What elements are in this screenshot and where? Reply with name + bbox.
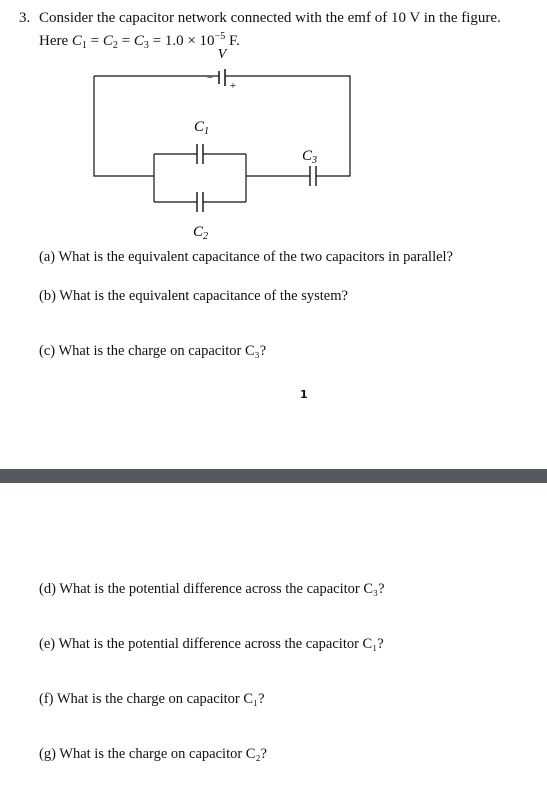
top-right-wire (230, 76, 350, 176)
question-g: (g) What is the charge on capacitor C₂? (39, 746, 267, 762)
given-c1: C (71, 33, 82, 49)
page-separator (0, 469, 547, 483)
question-d: (d) What is the potential difference across the capacitor C₃? (39, 581, 385, 597)
c3-label-sub: 3 (312, 155, 318, 166)
source-label: V (217, 47, 227, 62)
circuit-diagram (0, 0, 547, 250)
battery-minus-sign: − (206, 72, 214, 84)
question-b: (b) What is the equivalent capacitance of the system? (39, 288, 348, 304)
given-c3-sub: 3 (143, 40, 149, 51)
problem-statement: Consider the capacitor network connected with the emf of 10 V in the figure. (39, 10, 501, 26)
question-c: (c) What is the charge on capacitor C₃? (39, 343, 267, 359)
given-c2-sub: 2 (112, 40, 118, 51)
c3-label (302, 148, 317, 166)
given-c3: C (133, 33, 144, 49)
given-value: = 1.0 × 10 (148, 33, 215, 49)
c2-label-letter: C (193, 224, 204, 240)
given-c2: C (102, 33, 113, 49)
question-f: (f) What is the charge on capacitor C₁? (39, 691, 265, 707)
question-a: (a) What is the equivalent capacitance of the two capacitors in parallel? (39, 249, 453, 265)
given-c1-sub: 1 (81, 40, 87, 51)
c2-label (193, 224, 208, 242)
c1-label-letter: C (194, 119, 205, 135)
given-prefix: Here (39, 33, 72, 49)
given-eq1: = (86, 33, 103, 49)
battery-plus-sign: + (229, 80, 237, 92)
c2-label-sub: 2 (203, 231, 209, 242)
c1-label-sub: 1 (204, 126, 210, 137)
question-e: (e) What is the potential difference across the capacitor C₁? (39, 636, 384, 652)
c1-label (194, 119, 209, 137)
given-unit: F. (225, 33, 240, 49)
given-exponent: −5 (214, 31, 226, 42)
c3-label-letter: C (302, 148, 313, 164)
outer-left-wire (94, 76, 154, 176)
page-number: 1 (300, 388, 308, 401)
given-eq2: = (117, 33, 134, 49)
problem-number: 3. (19, 10, 31, 26)
